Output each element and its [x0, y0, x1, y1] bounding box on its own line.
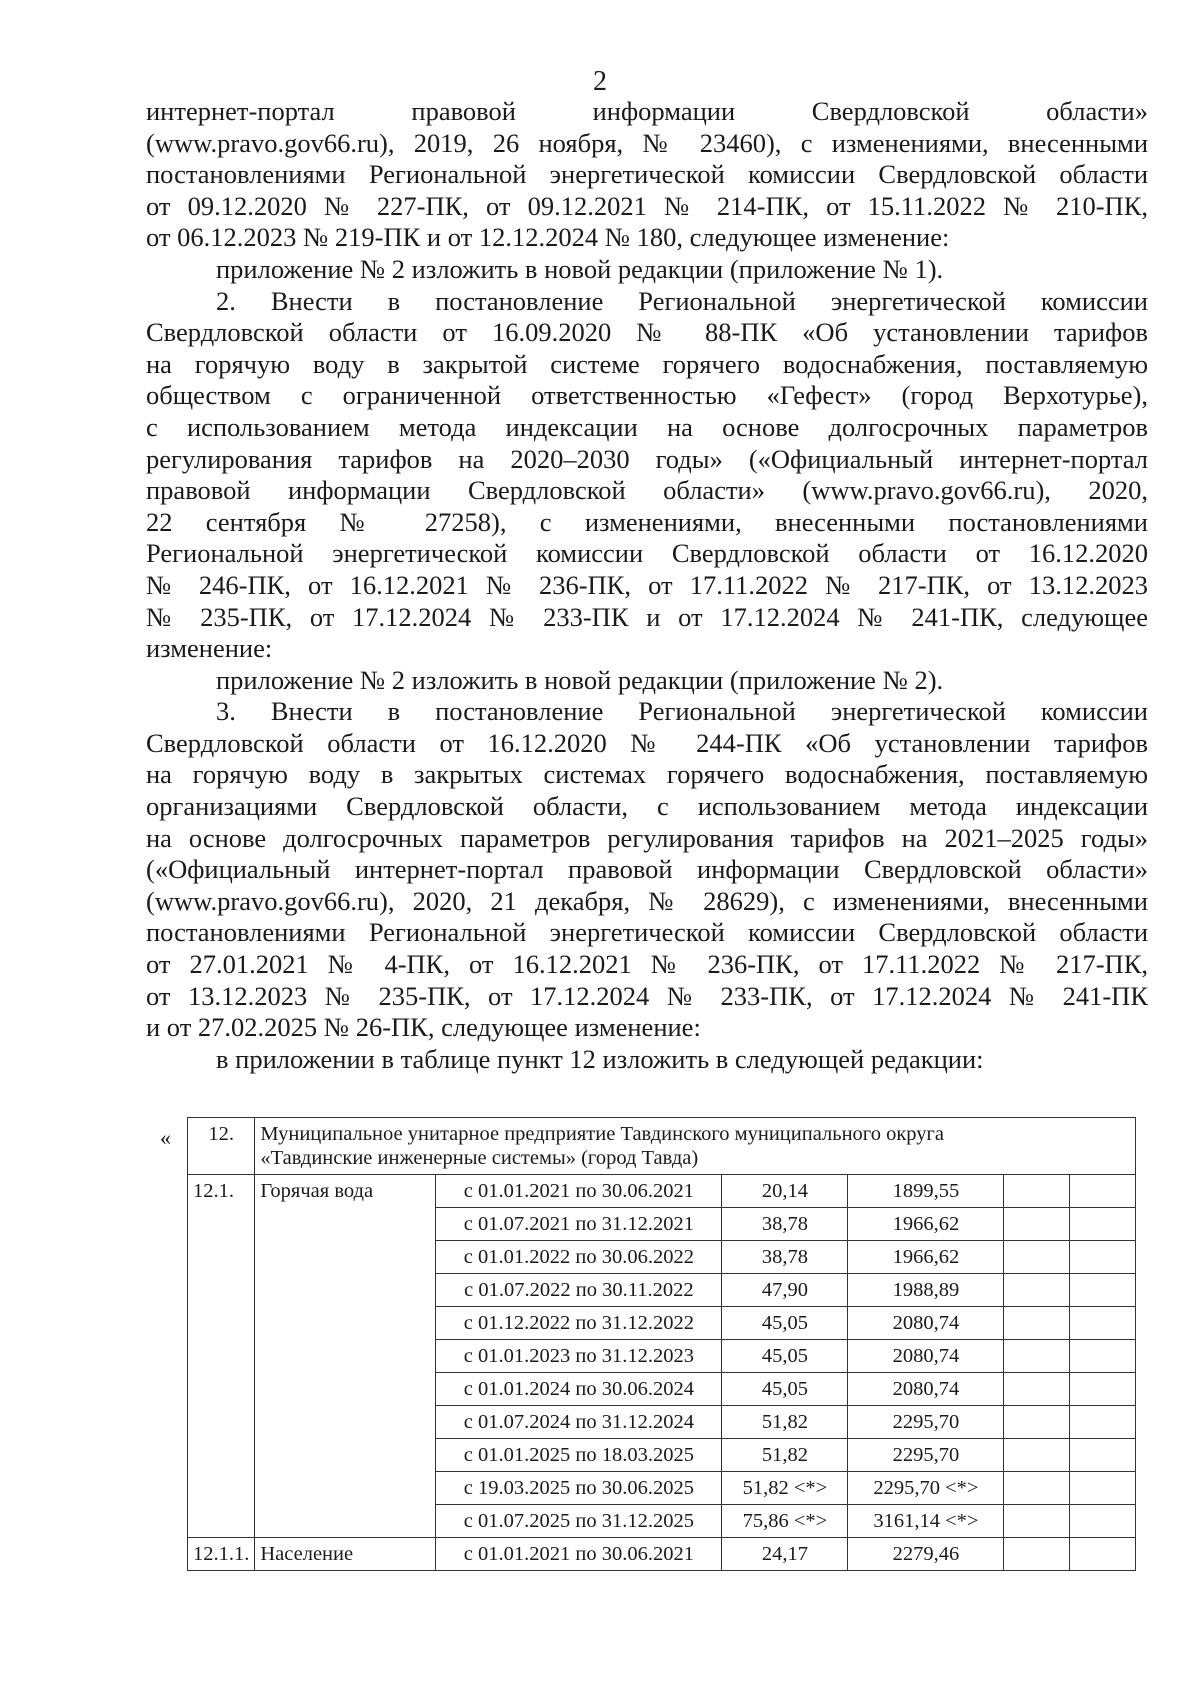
- text-line: интернет-портал правовой информации Свердловской области»: [146, 96, 1148, 126]
- value-cell: 24,17: [722, 1538, 848, 1571]
- value-cell: 45,05: [722, 1307, 848, 1340]
- org-name-line1: Муниципальное унитарное предприятие Тавдинского муниципального округа: [260, 1123, 945, 1145]
- text-line: от 27.01.2021 № 4-ПК, от 16.12.2021 № 236-ПК, от 17.11.2022 № 217-ПК,: [146, 949, 1148, 980]
- value-cell: 45,05: [722, 1373, 848, 1406]
- value-cell: 38,78: [722, 1241, 848, 1274]
- value-cell: 2295,70 <*>: [848, 1472, 1004, 1505]
- empty-cell: [1070, 1208, 1136, 1241]
- text-line: с использованием метода индексации на основе долгосрочных параметров: [146, 411, 1148, 442]
- value-cell: 2080,74: [848, 1340, 1004, 1373]
- period-cell: с 19.03.2025 по 30.06.2025: [436, 1472, 722, 1505]
- section-name: Горячая вода: [255, 1175, 436, 1538]
- empty-cell: [1070, 1241, 1136, 1274]
- subsection-number: 12.1.1.: [188, 1538, 255, 1571]
- text-line: 2. Внести в постановление Региональной энергетической комиссии: [216, 285, 1148, 316]
- text-line: на горячую воду в закрытой системе горячего водоснабжения, поставляемую: [146, 348, 1148, 379]
- empty-cell: [1070, 1373, 1136, 1406]
- text-line: приложение № 2 изложить в новой редакции (приложение № 1).: [216, 253, 944, 284]
- value-cell: 51,82 <*>: [722, 1472, 848, 1505]
- text-line: № 246-ПК, от 16.12.2021 № 236-ПК, от 17.11.2022 № 217-ПК, от 13.12.2023: [146, 569, 1148, 600]
- org-name-line2: «Тавдинские инженерные системы» (город Тавда): [260, 1147, 699, 1169]
- empty-cell: [1070, 1340, 1136, 1373]
- empty-cell: [1004, 1538, 1070, 1571]
- period-cell: с 01.01.2022 по 30.06.2022: [436, 1241, 722, 1274]
- text-line: Свердловской области от 16.12.2020 № 244-ПК «Об установлении тарифов: [146, 727, 1148, 758]
- open-quote: «: [160, 1125, 171, 1150]
- text-line: Свердловской области от 16.09.2020 № 88-ПК «Об установлении тарифов: [146, 317, 1148, 348]
- org-number: 12.: [188, 1118, 255, 1175]
- table-row: [188, 1118, 1136, 1175]
- text-line: на основе долгосрочных параметров регулирования тарифов на 2021–2025 годы»: [146, 822, 1148, 853]
- period-cell: с 01.07.2022 по 30.11.2022: [436, 1274, 722, 1307]
- value-cell: 2295,70: [848, 1406, 1004, 1439]
- value-cell: 1988,89: [848, 1274, 1004, 1307]
- empty-cell: [1070, 1175, 1136, 1208]
- empty-cell: [1070, 1439, 1136, 1472]
- empty-cell: [1070, 1406, 1136, 1439]
- value-cell: 1966,62: [848, 1241, 1004, 1274]
- table-row: [188, 1538, 1136, 1571]
- text-line: постановлениями Региональной энергетической комиссии Свердловской области: [146, 159, 1148, 190]
- period-cell: с 01.01.2023 по 31.12.2023: [436, 1340, 722, 1373]
- empty-cell: [1004, 1439, 1070, 1472]
- period-cell: с 01.01.2024 по 30.06.2024: [436, 1373, 722, 1406]
- period-cell: с 01.01.2021 по 30.06.2021: [436, 1538, 722, 1571]
- text-line: регулирования тарифов на 2020–2030 годы» («Официальный интернет-портал: [146, 443, 1148, 474]
- value-cell: 2080,74: [848, 1307, 1004, 1340]
- value-cell: 1899,55: [848, 1175, 1004, 1208]
- text-line: правовой информации Свердловской области» (www.pravo.gov66.ru), 2020,: [146, 475, 1148, 506]
- value-cell: 2295,70: [848, 1439, 1004, 1472]
- text-line: и от 27.02.2025 № 26-ПК, следующее изменение:: [146, 1012, 701, 1043]
- value-cell: 75,86 <*>: [722, 1505, 848, 1538]
- value-cell: 45,05: [722, 1340, 848, 1373]
- empty-cell: [1004, 1373, 1070, 1406]
- period-cell: с 01.07.2021 по 31.12.2021: [436, 1208, 722, 1241]
- text-line: («Официальный интернет-портал правовой информации Свердловской области»: [146, 854, 1148, 885]
- empty-cell: [1070, 1274, 1136, 1307]
- period-cell: с 01.07.2025 по 31.12.2025: [436, 1505, 722, 1538]
- period-cell: с 01.12.2022 по 31.12.2022: [436, 1307, 722, 1340]
- empty-cell: [1004, 1505, 1070, 1538]
- empty-cell: [1070, 1472, 1136, 1505]
- value-cell: 20,14: [722, 1175, 848, 1208]
- empty-cell: [1004, 1175, 1070, 1208]
- empty-cell: [1004, 1340, 1070, 1373]
- period-cell: с 01.01.2025 по 18.03.2025: [436, 1439, 722, 1472]
- text-line: постановлениями Региональной энергетической комиссии Свердловской области: [146, 917, 1148, 948]
- empty-cell: [1004, 1241, 1070, 1274]
- text-line: 3. Внести в постановление Региональной энергетической комиссии: [216, 696, 1148, 727]
- text-line: на горячую воду в закрытых системах горячего водоснабжения, поставляемую: [146, 759, 1148, 790]
- empty-cell: [1070, 1307, 1136, 1340]
- value-cell: 2080,74: [848, 1373, 1004, 1406]
- value-cell: 47,90: [722, 1274, 848, 1307]
- text-line: от 09.12.2020 № 227-ПК, от 09.12.2021 № 214-ПК, от 15.11.2022 № 210-ПК,: [146, 190, 1148, 221]
- value-cell: 2279,46: [848, 1538, 1004, 1571]
- text-line: приложение № 2 изложить в новой редакции (приложение № 2).: [216, 664, 944, 695]
- value-cell: 51,82: [722, 1439, 848, 1472]
- text-line: (www.pravo.gov66.ru), 2019, 26 ноября, № 23460), с изменениями, внесенными: [146, 127, 1148, 158]
- empty-cell: [1004, 1307, 1070, 1340]
- document-body: [146, 96, 1148, 1075]
- text-line: Региональной энергетической комиссии Свердловской области от 16.12.2020: [146, 538, 1148, 569]
- text-line: в приложении в таблице пункт 12 изложить в следующей редакции:: [216, 1043, 984, 1074]
- empty-cell: [1070, 1505, 1136, 1538]
- text-line: (www.pravo.gov66.ru), 2020, 21 декабря, № 28629), с изменениями, внесенными: [146, 885, 1148, 916]
- text-line: от 06.12.2023 № 219-ПК и от 12.12.2024 № 180, следующее изменение:: [146, 222, 950, 253]
- text-line: 22 сентября № 27258), с изменениями, внесенными постановлениями: [146, 506, 1148, 537]
- text-line: № 235-ПК, от 17.12.2024 № 233-ПК и от 17.12.2024 № 241-ПК, следующее: [146, 601, 1148, 632]
- value-cell: 38,78: [722, 1208, 848, 1241]
- text-line: организациями Свердловской области, с использованием метода индексации: [146, 791, 1148, 822]
- value-cell: 1966,62: [848, 1208, 1004, 1241]
- section-number: 12.1.: [188, 1175, 255, 1538]
- page-number: 2: [593, 66, 607, 97]
- tariff-table: [187, 1117, 1136, 1571]
- empty-cell: [1004, 1274, 1070, 1307]
- value-cell: 3161,14 <*>: [848, 1505, 1004, 1538]
- empty-cell: [1004, 1208, 1070, 1241]
- period-cell: с 01.01.2021 по 30.06.2021: [436, 1175, 722, 1208]
- text-line: от 13.12.2023 № 235-ПК, от 17.12.2024 № 233-ПК, от 17.12.2024 № 241-ПК: [146, 980, 1148, 1011]
- value-cell: 51,82: [722, 1406, 848, 1439]
- empty-cell: [1004, 1406, 1070, 1439]
- table-row: [188, 1175, 1136, 1208]
- text-line: изменение:: [146, 633, 273, 664]
- empty-cell: [1070, 1538, 1136, 1571]
- empty-cell: [1004, 1472, 1070, 1505]
- org-name: [255, 1118, 1136, 1175]
- subsection-name: Население: [255, 1538, 436, 1571]
- text-line: обществом с ограниченной ответственностью «Гефест» (город Верхотурье),: [146, 380, 1148, 411]
- period-cell: с 01.07.2024 по 31.12.2024: [436, 1406, 722, 1439]
